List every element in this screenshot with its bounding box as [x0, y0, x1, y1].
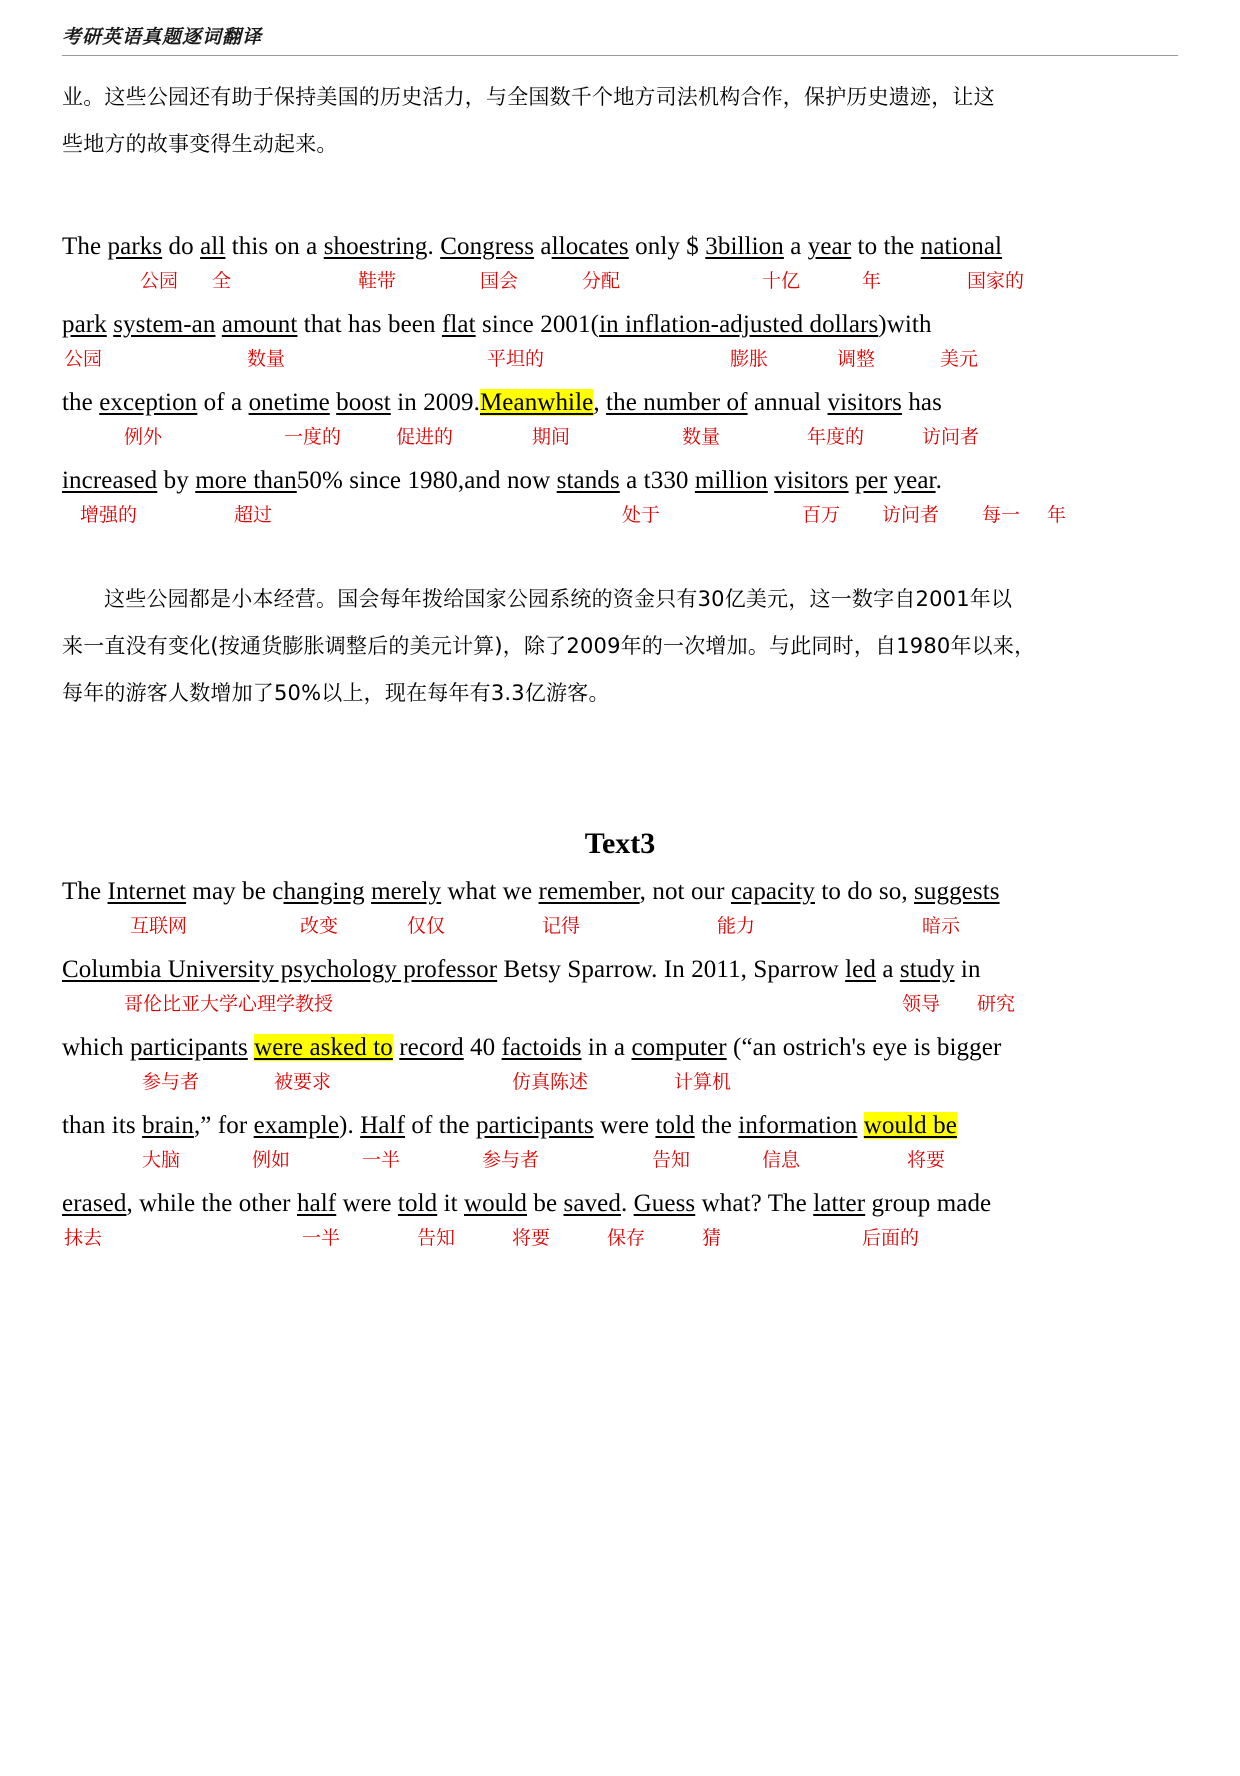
t2-translation-line-3: 每年的游客人数增加了50%以上，现在每年有3.3亿游客。: [62, 681, 610, 705]
gloss-word: 访问者: [882, 504, 940, 526]
plain-text: the: [62, 389, 100, 416]
text3.interlinear-gloss-row: [62, 909, 1178, 953]
plain-text: ).: [339, 1112, 361, 1139]
underlined-word: capacity: [730, 878, 816, 905]
gloss-word: 公园: [64, 348, 103, 370]
underlined-word: all: [200, 233, 226, 260]
intro-line-2: 些地方的故事变得生动起来。: [62, 132, 338, 156]
header-title: 考研英语真题逐词翻译: [62, 27, 263, 48]
underlined-word: merely: [371, 878, 442, 905]
gloss-word: 将要: [907, 1149, 946, 1171]
plain-text: group made: [865, 1190, 992, 1217]
plain-text: were: [336, 1190, 398, 1217]
underlined-word: half: [296, 1190, 337, 1217]
plain-text: .: [620, 1190, 634, 1217]
gloss-word: 保存: [607, 1227, 646, 1249]
underlined-word: information: [738, 1112, 858, 1139]
gloss-word: 哥伦比亚大学心理学教授: [124, 993, 334, 1015]
underlined-word: year: [893, 467, 936, 494]
text2_interlinear-english-line: [62, 230, 1178, 264]
gloss-word: 将要: [512, 1227, 551, 1249]
underlined-word: increased: [62, 467, 158, 494]
underlined-word: participants: [129, 1034, 248, 1061]
plain-text: of the: [405, 1112, 476, 1139]
gloss-word: 超过: [234, 504, 273, 526]
text2_interlinear-gloss-row: [62, 498, 1178, 542]
underlined-word: would: [464, 1190, 528, 1217]
gloss-word: 十亿: [762, 270, 801, 292]
gloss-word: 例如: [252, 1149, 291, 1171]
plain-text: .: [427, 233, 441, 260]
text3.interlinear-gloss-row: [62, 1221, 1178, 1265]
underlined-word: remember: [538, 878, 640, 905]
gloss-word: 能力: [717, 915, 756, 937]
gloss-word: 调整: [837, 348, 876, 370]
text3-interlinear-block: [62, 875, 1178, 1265]
plain-text: The: [62, 878, 108, 905]
text3.interlinear-english-line: [62, 875, 1178, 909]
gloss-word: 告知: [417, 1227, 456, 1249]
gloss-word: 处于: [622, 504, 661, 526]
gloss-word: 数量: [682, 426, 721, 448]
document-page: [0, 22, 1240, 1776]
gloss-word: 信息: [762, 1149, 801, 1171]
underlined-word: onetime: [248, 389, 330, 416]
gloss-word: 促进的: [396, 426, 454, 448]
underlined-word: led: [845, 956, 876, 983]
gloss-word: 例外: [124, 426, 163, 448]
underlined-word: study: [899, 956, 955, 983]
plain-text: , while the other: [126, 1190, 297, 1217]
underlined-word: visitors: [774, 467, 849, 494]
text3-heading: Text3: [584, 827, 656, 860]
underlined-word: boost: [336, 389, 391, 416]
highlighted-phrase: were asked to: [254, 1034, 393, 1061]
underlined-word: the number of: [606, 389, 748, 416]
text3.interlinear-gloss-row: [62, 1143, 1178, 1187]
text3.interlinear-english-line: [62, 1187, 1178, 1221]
gloss-word: 百万: [802, 504, 841, 526]
gloss-word: 被要求: [274, 1071, 332, 1093]
underlined-word: participants: [475, 1112, 594, 1139]
plain-text: the: [694, 1112, 739, 1139]
underlined-word: flat: [441, 311, 476, 338]
plain-text: a t330: [619, 467, 695, 494]
plain-text: since 2001(: [475, 311, 600, 338]
underlined-word: suggests: [914, 878, 1000, 905]
plain-text: in: [954, 956, 981, 983]
gloss-word: 猜: [702, 1227, 722, 1249]
gloss-word: 国家的: [967, 270, 1025, 292]
gloss-word: 每一: [982, 504, 1021, 526]
underlined-word: exception: [99, 389, 198, 416]
underlined-word: llocates: [551, 233, 629, 260]
document-body: [62, 56, 1178, 1265]
plain-text: in a: [581, 1034, 632, 1061]
underlined-word: national: [920, 233, 1003, 260]
underlined-word: amount: [221, 311, 298, 338]
underlined-word: in inflation-adjusted dollars: [599, 311, 879, 338]
plain-text: (“an ostrich's eye is bigger: [726, 1034, 1002, 1061]
text2_interlinear-gloss-row: [62, 342, 1178, 386]
underlined-word: Internet: [107, 878, 187, 905]
text2_interlinear-english-line: [62, 386, 1178, 420]
plain-text: ,: [593, 389, 607, 416]
underlined-word: example: [253, 1112, 340, 1139]
plain-text: to do so,: [815, 878, 915, 905]
text2-interlinear-block: [62, 230, 1178, 542]
gloss-word: 增强的: [80, 504, 138, 526]
gloss-word: 仿真陈述: [512, 1071, 589, 1093]
plain-text: 40: [463, 1034, 502, 1061]
underlined-word: brain: [142, 1112, 194, 1139]
text3.interlinear-gloss-row: [62, 1065, 1178, 1109]
t2-translation-line-1: 这些公园都是小本经营。国会每年拨给国家公园系统的资金只有30亿美元，这一数字自2001年以: [104, 587, 1013, 611]
plain-text: this on a: [225, 233, 324, 260]
underlined-word: record: [399, 1034, 464, 1061]
plain-text: that has been: [297, 311, 442, 338]
gloss-word: 期间: [532, 426, 571, 448]
gloss-word: 记得: [542, 915, 581, 937]
gloss-word: 平坦的: [487, 348, 545, 370]
plain-text: were: [593, 1112, 656, 1139]
underlined-word: system-an: [113, 311, 216, 338]
gloss-word: 告知: [652, 1149, 691, 1171]
gloss-word: 访问者: [922, 426, 980, 448]
spacer: [62, 717, 1178, 827]
gloss-word: 分配: [582, 270, 621, 292]
plain-text: )with: [878, 311, 932, 338]
underlined-word: saved: [563, 1190, 621, 1217]
plain-text: it: [437, 1190, 465, 1217]
plain-text: The: [62, 233, 108, 260]
plain-text: annual: [747, 389, 828, 416]
page-header: [62, 22, 1178, 56]
underlined-word: Half: [360, 1112, 406, 1139]
gloss-word: 一半: [302, 1227, 341, 1249]
plain-text: 50% since 1980,and now: [296, 467, 557, 494]
gloss-word: 国会: [480, 270, 519, 292]
gloss-word: 仅仅: [407, 915, 446, 937]
underlined-word: park: [62, 311, 107, 338]
gloss-word: 数量: [247, 348, 286, 370]
intro-paragraph: [62, 74, 1178, 168]
plain-text: be: [527, 1190, 564, 1217]
underlined-word: Guess: [633, 1190, 696, 1217]
gloss-word: 改变: [300, 915, 339, 937]
plain-text: to the: [851, 233, 921, 260]
gloss-word: 鞋带: [358, 270, 397, 292]
highlighted-phrase: Meanwhile: [479, 389, 594, 416]
text2-translation: [62, 576, 1178, 717]
plain-text: in 2009.: [390, 389, 480, 416]
underlined-word: shoestring: [323, 233, 428, 260]
underlined-word: per: [854, 467, 888, 494]
plain-text: a: [534, 233, 552, 260]
gloss-word: 大脑: [142, 1149, 181, 1171]
spacer: [62, 542, 1178, 576]
gloss-word: 互联网: [130, 915, 188, 937]
underlined-word: computer: [631, 1034, 727, 1061]
text2_interlinear-gloss-row: [62, 420, 1178, 464]
gloss-word: 年度的: [807, 426, 865, 448]
underlined-word: parks: [107, 233, 163, 260]
gloss-word: 全: [212, 270, 232, 292]
underlined-word: more than: [195, 467, 297, 494]
plain-text: , not our: [639, 878, 731, 905]
underlined-word: told: [655, 1112, 695, 1139]
plain-text: of a: [197, 389, 249, 416]
gloss-word: 一半: [362, 1149, 401, 1171]
gloss-word: 参与者: [142, 1071, 200, 1093]
plain-text: a: [875, 956, 900, 983]
gloss-word: 年: [1047, 504, 1067, 526]
text3.interlinear-english-line: [62, 1109, 1178, 1143]
underlined-word: 3billion: [705, 233, 784, 260]
underlined-word: told: [397, 1190, 438, 1217]
gloss-word: 一度的: [284, 426, 342, 448]
plain-text: Betsy Sparrow. In 2011, Sparrow: [497, 956, 846, 983]
plain-text: what we: [441, 878, 539, 905]
plain-text: .: [935, 467, 942, 494]
underlined-word: visitors: [827, 389, 902, 416]
text2_interlinear-gloss-row: [62, 264, 1178, 308]
plain-text: only $: [628, 233, 706, 260]
plain-text: than its: [62, 1112, 143, 1139]
plain-text: do: [162, 233, 201, 260]
plain-text: ,” for: [193, 1112, 254, 1139]
plain-text: by: [157, 467, 196, 494]
underlined-word: Columbia University psychology professor: [62, 956, 498, 983]
gloss-word: 年: [862, 270, 882, 292]
gloss-word: 暗示: [922, 915, 961, 937]
gloss-word: 膨胀: [730, 348, 769, 370]
text3.interlinear-gloss-row: [62, 987, 1178, 1031]
underlined-word: Congress: [440, 233, 535, 260]
plain-text: what? The: [695, 1190, 814, 1217]
plain-text: c: [272, 878, 284, 905]
text2_interlinear-english-line: [62, 308, 1178, 342]
highlighted-phrase: would be: [863, 1112, 957, 1139]
underlined-word: latter: [813, 1190, 866, 1217]
text2_interlinear-english-line: [62, 464, 1178, 498]
text3.interlinear-english-line: [62, 953, 1178, 987]
underlined-word: erased: [62, 1190, 127, 1217]
plain-text: a: [783, 233, 808, 260]
plain-text: [857, 1112, 863, 1139]
underlined-word: million: [694, 467, 768, 494]
intro-line-1: 业。这些公园还有助于保持美国的历史活力，与全国数千个地方司法机构合作，保护历史遗迹，让这: [62, 85, 995, 109]
underlined-word: stands: [556, 467, 620, 494]
plain-text: may be: [186, 878, 273, 905]
gloss-word: 研究: [977, 993, 1016, 1015]
gloss-word: 抹去: [64, 1227, 103, 1249]
underlined-word: factoids: [501, 1034, 582, 1061]
text3.interlinear-english-line: [62, 1031, 1178, 1065]
gloss-word: 后面的: [862, 1227, 920, 1249]
underlined-word: hanging: [283, 878, 365, 905]
gloss-word: 计算机: [674, 1071, 732, 1093]
spacer: [62, 168, 1178, 230]
t2-translation-line-2: 来一直没有变化(按通货膨胀调整后的美元计算)，除了2009年的一次增加。与此同时，自1980年以来，: [62, 634, 1036, 658]
gloss-word: 参与者: [482, 1149, 540, 1171]
gloss-word: 公园: [140, 270, 179, 292]
gloss-word: 领导: [902, 993, 941, 1015]
underlined-word: year: [807, 233, 852, 260]
gloss-word: 美元: [940, 348, 979, 370]
plain-text: which: [62, 1034, 130, 1061]
plain-text: has: [901, 389, 942, 416]
